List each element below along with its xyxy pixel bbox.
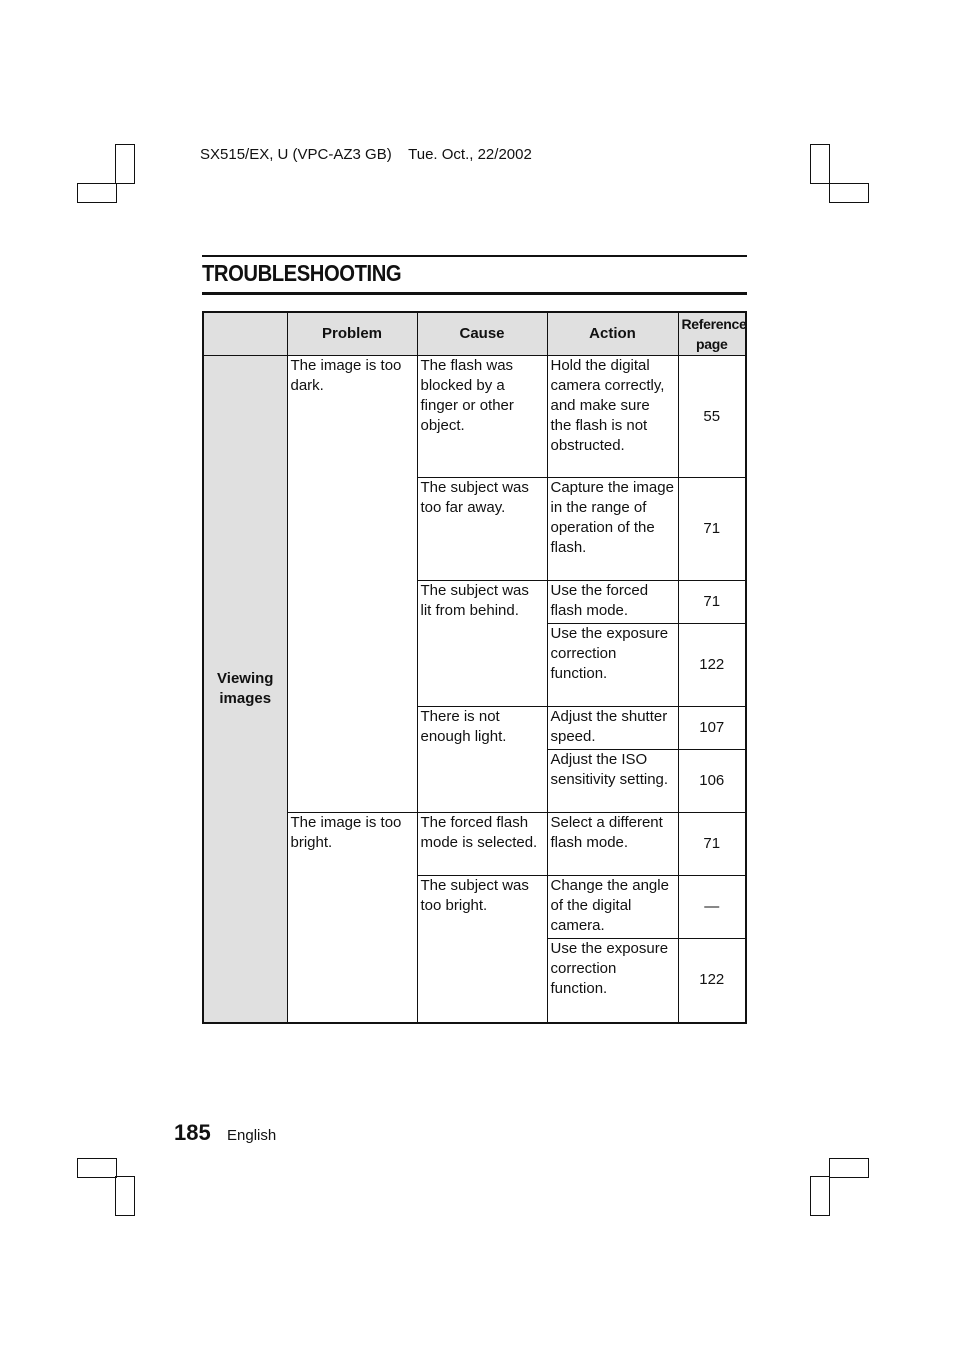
problem-cell: The image is too bright. bbox=[287, 813, 417, 1023]
cause-cell: There is not enough light. bbox=[417, 707, 547, 813]
header-reference-page: Reference page bbox=[678, 312, 746, 356]
title-rule-top bbox=[202, 255, 747, 257]
action-cell: Use the forced flash mode. bbox=[547, 581, 678, 624]
table-row bbox=[203, 356, 746, 478]
header-cause: Cause bbox=[417, 312, 547, 356]
page-number: 185 bbox=[174, 1120, 211, 1145]
reference-page-cell: — bbox=[678, 876, 746, 939]
header-problem: Problem bbox=[287, 312, 417, 356]
crop-mark-bottom-right-v bbox=[810, 1176, 830, 1216]
cause-cell: The forced flash mode is selected. bbox=[417, 813, 547, 876]
reference-page-cell: 71 bbox=[678, 813, 746, 876]
section-title: TROUBLESHOOTING bbox=[202, 260, 402, 286]
crop-mark-top-right-v bbox=[810, 144, 830, 184]
reference-page-cell: 71 bbox=[678, 581, 746, 624]
crop-mark-top-right-h bbox=[829, 183, 869, 203]
cause-cell: The flash was blocked by a finger or other object. bbox=[417, 356, 547, 478]
reference-page-cell: 107 bbox=[678, 707, 746, 750]
reference-page-cell: 71 bbox=[678, 478, 746, 581]
action-cell: Use the exposure correction function. bbox=[547, 624, 678, 707]
crop-mark-bottom-left-h bbox=[77, 1158, 117, 1178]
document-header: SX515/EX, U (VPC-AZ3 GB) Tue. Oct., 22/2002 bbox=[200, 146, 532, 163]
action-cell: Change the angle of the digital camera. bbox=[547, 876, 678, 939]
action-cell: Adjust the ISO sensitivity setting. bbox=[547, 750, 678, 813]
action-cell: Use the exposure correction function. bbox=[547, 939, 678, 1023]
footer-language: English bbox=[227, 1127, 277, 1144]
reference-page-cell: 122 bbox=[678, 624, 746, 707]
reference-page-cell: 122 bbox=[678, 939, 746, 1023]
action-cell: Capture the image in the range of operation of the flash. bbox=[547, 478, 678, 581]
title-rule-bottom bbox=[202, 292, 747, 295]
troubleshooting-table bbox=[202, 311, 747, 1024]
cause-cell: The subject was too far away. bbox=[417, 478, 547, 581]
action-cell: Hold the digital camera correctly, and make sure the flash is not obstructed. bbox=[547, 356, 678, 478]
reference-page-cell: 55 bbox=[678, 356, 746, 478]
crop-mark-bottom-left-v bbox=[115, 1176, 135, 1216]
header-action: Action bbox=[547, 312, 678, 356]
action-cell: Adjust the shutter speed. bbox=[547, 707, 678, 750]
table-header-row bbox=[203, 312, 746, 356]
action-cell: Select a different flash mode. bbox=[547, 813, 678, 876]
cause-cell: The subject was lit from behind. bbox=[417, 581, 547, 707]
header-category bbox=[203, 312, 287, 356]
reference-page-cell: 106 bbox=[678, 750, 746, 813]
category-cell: Viewing images bbox=[203, 356, 287, 1023]
cause-cell: The subject was too bright. bbox=[417, 876, 547, 1023]
crop-mark-bottom-right-h bbox=[829, 1158, 869, 1178]
crop-mark-top-left-h bbox=[77, 183, 117, 203]
crop-mark-top-left-v bbox=[115, 144, 135, 184]
problem-cell: The image is too dark. bbox=[287, 356, 417, 813]
